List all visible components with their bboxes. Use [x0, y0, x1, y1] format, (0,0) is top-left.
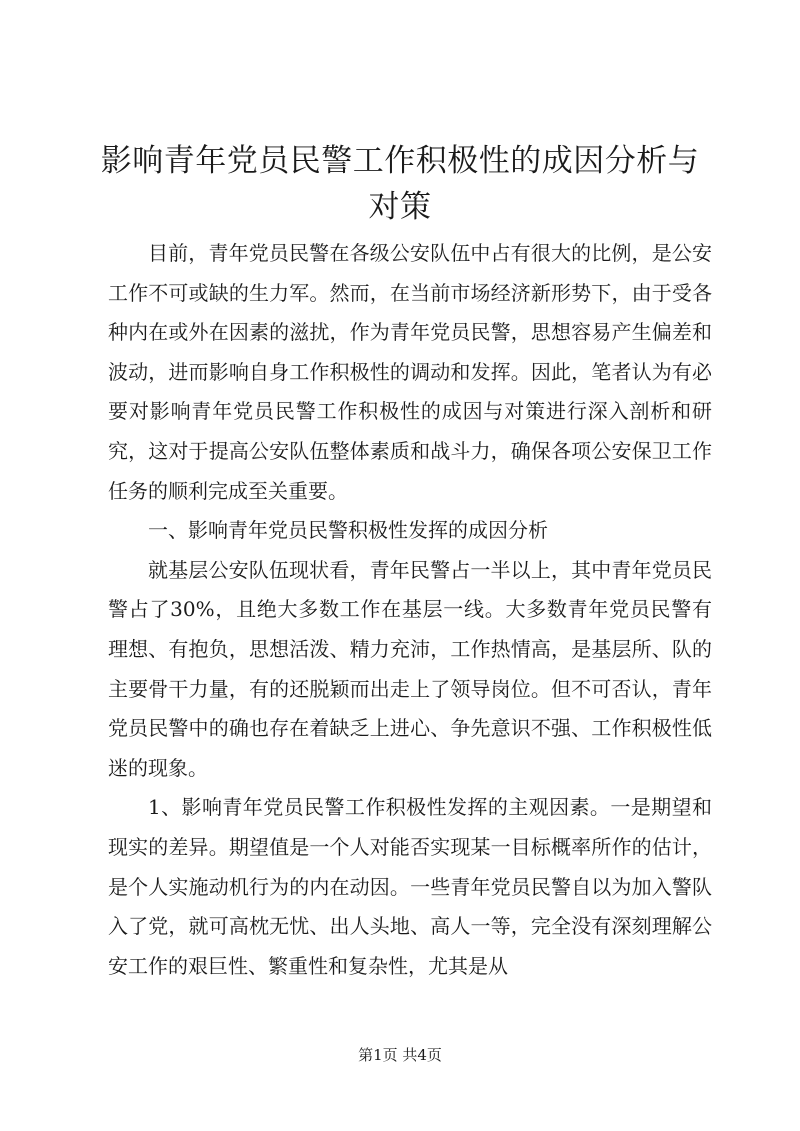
document-body [108, 234, 712, 986]
document-title: 影响青年党员民警工作积极性的成因分析与对策 [100, 143, 700, 225]
paragraph-subjective-factors: 1、影响青年党员民警工作积极性发挥的主观因素。一是期望和现实的差异。期望值是一个人对能否实现某一目标概率所作的估计，是个人实施动机行为的内在动因。一些青年党员民警自以为加入警队入了党，就可高枕无忧、出人头地、高人一等，完全没有深刻理解公安工作的艰巨性、繁重性和复杂性，尤其是从 [108, 795, 712, 978]
paragraph-intro: 目前，青年党员民警在各级公安队伍中占有很大的比例，是公安工作不可或缺的生力军。然而，在当前市场经济新形势下，由于受各种内在或外在因素的滋扰，作为青年党员民警，思想容易产生偏差和波动，进而影响自身工作积极性的调动和发挥。因此，笔者认为有必要对影响青年党员民警工作积极性的成因与对策进行深入剖析和研究，这对于提高公安队伍整体素质和战斗力，确保各项公安保卫工作任务的顺利完成至关重要。 [108, 241, 712, 503]
page-footer: 第1页 共4页 [358, 1046, 442, 1064]
paragraph-status: 就基层公安队伍现状看，青年民警占一半以上，其中青年党员民警占了30%，且绝大多数工作在基层一线。大多数青年党员民警有理想、有抱负，思想活泼、精力充沛，工作热情高，是基层所、队的主要骨干力量，有的还脱颖而出走上了领导岗位。但不可否认，青年党员民警中的确也存在着缺乏上进心、争先意识不强、工作积极性低迷的现象。 [108, 557, 712, 780]
section-heading: 一、影响青年党员民警积极性发挥的成因分析 [148, 518, 548, 543]
